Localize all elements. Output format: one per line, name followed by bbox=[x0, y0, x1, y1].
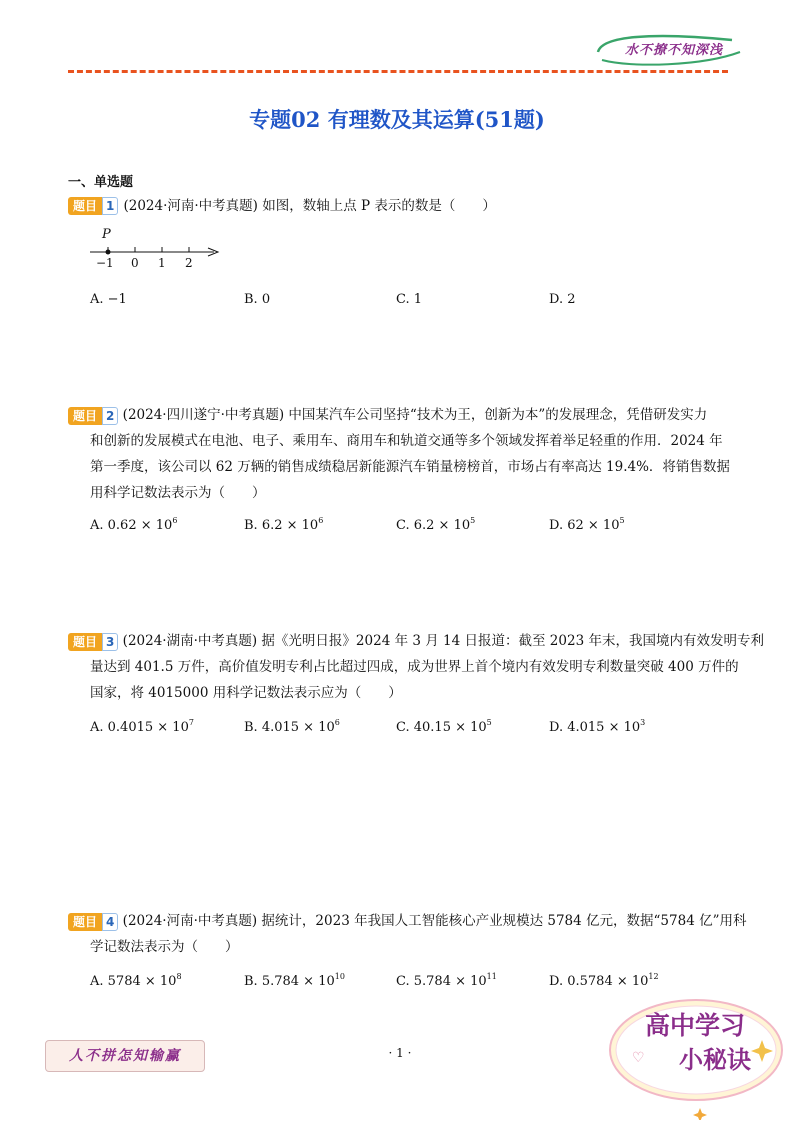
header-logo bbox=[592, 30, 744, 70]
page-title: 专题02 有理数及其运算(51题) bbox=[249, 107, 545, 132]
question-4 bbox=[68, 908, 746, 960]
option-c[interactable]: C. $5.784 \times 10^{11}$ bbox=[396, 972, 497, 989]
option-d[interactable]: D. 2 bbox=[549, 292, 576, 307]
option-b[interactable]: B. $4.015 \times 10^6$ bbox=[244, 718, 340, 735]
tick-label: −1 bbox=[96, 256, 114, 270]
question-tag: 题目 4 bbox=[68, 913, 118, 931]
footer-motto: 人不拼怎知输赢 bbox=[45, 1040, 205, 1072]
question-text: 和创新的发展模式在电池、电子、乘用车、商用车和轨道交通等多个领域发挥着举足轻重的作用．2024 年 bbox=[90, 433, 723, 449]
option-d[interactable]: D. $0.5784 \times 10^{12}$ bbox=[549, 972, 659, 989]
tick-label: 0 bbox=[131, 256, 139, 270]
question-tag: 题目 2 bbox=[68, 407, 118, 425]
question-text: 第一季度，该公司以 62 万辆的销售成绩稳居新能源汽车销量榜榜首，市场占有率高达 19.4%．将销售数据 bbox=[90, 459, 730, 475]
question-text: 国家，将 4015000 用科学记数法表示应为（ ） bbox=[90, 685, 402, 701]
question-2 bbox=[68, 402, 730, 506]
question-tag: 题目 1 bbox=[68, 197, 118, 215]
option-a[interactable]: A. $0.62 \times 10^6$ bbox=[90, 516, 178, 533]
option-b[interactable]: B. $5.784 \times 10^{10}$ bbox=[244, 972, 345, 989]
option-d[interactable]: D. $4.015 \times 10^3$ bbox=[549, 718, 646, 735]
option-a[interactable]: A. $0.4015 \times 10^7$ bbox=[90, 718, 194, 735]
tick-label: 2 bbox=[185, 256, 193, 270]
question-1 bbox=[68, 193, 496, 219]
svg-text:♡: ♡ bbox=[632, 1050, 645, 1066]
question-text: (2024·湖南·中考真题) 据《光明日报》2024 年 3 月 14 日报道：截至 2023 年末，我国境内有效发明专利 bbox=[122, 633, 764, 649]
tick-label: 1 bbox=[158, 256, 166, 270]
logo-text: 水不撩不知深浅 bbox=[624, 43, 723, 58]
option-c[interactable]: C. 1 bbox=[396, 292, 423, 307]
question-text: (2024·河南·中考真题) 据统计，2023 年我国人工智能核心产业规模达 5784 亿元，数据“5784 亿”用科 bbox=[122, 913, 747, 929]
point-p-marker bbox=[106, 250, 111, 255]
option-c[interactable]: C. $6.2 \times 10^5$ bbox=[396, 516, 476, 533]
question-text: 量达到 401.5 万件，高价值发明专利占比超过四成，成为世界上首个境内有效发明专利数量突破 400 万件的 bbox=[90, 659, 739, 675]
study-tips-badge bbox=[604, 996, 792, 1120]
question-1-options bbox=[0, 292, 794, 312]
question-4-options bbox=[0, 972, 794, 992]
header-divider bbox=[68, 70, 728, 73]
question-2-options bbox=[0, 516, 794, 536]
option-b[interactable]: B. 0 bbox=[244, 292, 271, 307]
option-d[interactable]: D. $62 \times 10^5$ bbox=[549, 516, 625, 533]
option-a[interactable]: A. −1 bbox=[90, 292, 127, 307]
question-3 bbox=[68, 628, 764, 706]
badge-line-2: 小秘诀 bbox=[679, 1046, 751, 1074]
section-heading: 一、单选题 bbox=[68, 175, 134, 190]
option-c[interactable]: C. $40.15 \times 10^5$ bbox=[396, 718, 492, 735]
question-text: (2024·河南·中考真题) 如图，数轴上点 P 表示的数是（ ） bbox=[123, 198, 496, 214]
badge-line-1: 高中学习 bbox=[644, 1011, 745, 1040]
question-text: 学记数法表示为（ ） bbox=[90, 939, 239, 955]
question-3-options bbox=[0, 718, 794, 738]
question-text: 用科学记数法表示为（ ） bbox=[90, 485, 266, 501]
point-label: P bbox=[102, 227, 111, 242]
question-tag: 题目 3 bbox=[68, 633, 118, 651]
option-b[interactable]: B. $6.2 \times 10^6$ bbox=[244, 516, 324, 533]
page-number: · 1 · bbox=[388, 1046, 412, 1060]
question-text: (2024·四川遂宁·中考真题) 中国某汽车公司坚持“技术为王，创新为本”的发展理念，凭借研发实力 bbox=[122, 407, 708, 423]
option-a[interactable]: A. $5784 \times 10^8$ bbox=[90, 972, 182, 989]
